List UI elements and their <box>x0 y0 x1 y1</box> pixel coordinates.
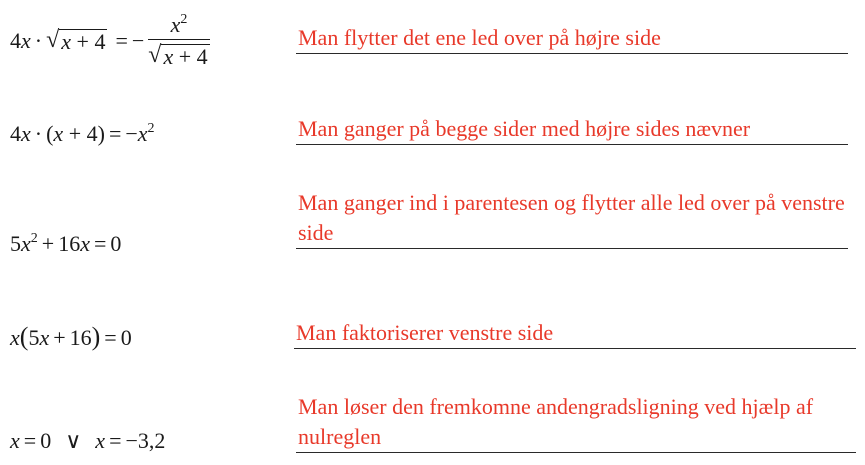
eq2-dot: · <box>34 121 43 146</box>
eq1-frac-num-var: x <box>170 12 181 37</box>
eq1-minus: − <box>131 27 145 53</box>
eq2-coef: 4 <box>10 121 21 146</box>
eq1-var: x <box>21 27 31 53</box>
eq4-paren-open: ( <box>19 322 29 351</box>
eq2-rhs-exp: 2 <box>147 121 155 136</box>
eq4-inner-var: x <box>39 325 50 350</box>
answer-line-1 <box>296 53 848 54</box>
eq4-equals: = <box>104 325 117 350</box>
eq3-var1: x <box>21 231 31 256</box>
eq3-exp1: 2 <box>30 231 38 246</box>
eq5-or: ∨ <box>65 428 82 453</box>
eq3-rhs: 0 <box>110 231 122 256</box>
eq3-plus: + <box>41 231 55 256</box>
eq3-var2: x <box>80 231 90 256</box>
eq2-inner-rest: + 4 <box>63 121 98 146</box>
eq5-val2: −3,2 <box>125 428 166 453</box>
eq4-coef: 5 <box>28 325 40 350</box>
eq1-equals: = <box>115 27 128 53</box>
answer-line-4 <box>294 348 856 349</box>
radical-sign-icon: √ <box>46 27 60 53</box>
eq2-paren-open: ( <box>46 121 54 146</box>
eq4-const: 16 <box>69 325 92 350</box>
answer-line-3 <box>296 248 848 249</box>
eq1-root-var: x <box>61 29 72 54</box>
eq1-den-var: x <box>163 44 174 69</box>
eq4-rhs: 0 <box>120 325 132 350</box>
eq2-var: x <box>21 121 31 146</box>
explanation-3: Man ganger ind i parentesen og flytter alle led over på venstre side <box>298 190 845 245</box>
eq5-var1: x <box>10 428 20 453</box>
equation-2 <box>10 123 155 145</box>
eq3-coef2: 16 <box>58 231 81 256</box>
eq3-coef1: 5 <box>10 231 21 256</box>
equation-1 <box>10 14 210 67</box>
radical-sign-icon: √ <box>148 42 162 68</box>
answer-line-2 <box>296 144 848 145</box>
eq4-plus: + <box>53 325 66 350</box>
eq2-inner-var: x <box>53 121 64 146</box>
eq1-root-rest: + 4 <box>71 29 106 54</box>
answer-line-5 <box>296 452 856 453</box>
eq2-rhs-var: x <box>137 121 148 146</box>
eq3-equals: = <box>93 231 107 256</box>
eq2-equals: = <box>108 121 122 146</box>
eq5-equals2: = <box>109 428 122 453</box>
eq2-paren-close: ) <box>97 121 105 146</box>
eq5-var2: x <box>95 428 106 453</box>
eq4-outer-var: x <box>10 325 20 350</box>
eq1-den-rest: + 4 <box>173 44 208 69</box>
equation-5 <box>10 430 165 452</box>
explanation-2: Man ganger på begge sider med højre sides nævner <box>298 116 751 141</box>
equation-3 <box>10 233 121 255</box>
eq4-paren-close: ) <box>91 322 101 351</box>
eq1-frac-num-exp: 2 <box>180 12 188 27</box>
eq1-dot: · <box>34 27 43 53</box>
eq1-sqrt <box>46 29 107 52</box>
eq1-den-sqrt <box>148 44 209 67</box>
explanation-4: Man faktoriserer venstre side <box>296 320 554 345</box>
explanation-1: Man flytter det ene led over på højre side <box>298 25 661 50</box>
eq5-equals1: = <box>23 428 37 453</box>
eq2-rhs-minus: − <box>125 121 138 146</box>
eq1-coef: 4 <box>10 27 21 53</box>
explanation-5: Man løser den fremkomne andengradsligning ved hjælp af nulreglen <box>298 394 814 449</box>
equation-4 <box>10 324 132 350</box>
eq1-fraction <box>148 14 209 67</box>
eq5-val1: 0 <box>40 428 52 453</box>
